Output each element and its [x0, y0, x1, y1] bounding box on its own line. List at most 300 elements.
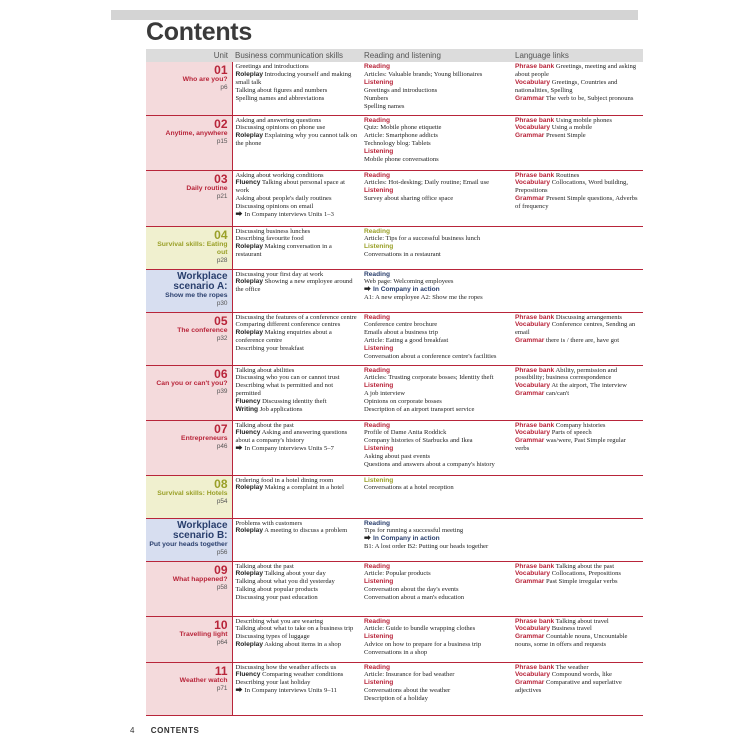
- cell-text: Greetings, meeting and asking about people: [515, 63, 637, 78]
- cell-line: [515, 382, 640, 390]
- cell-line: [236, 586, 359, 594]
- cell-text: Describing what is permitted and not permitted: [235, 382, 334, 398]
- cell-line: [364, 671, 509, 679]
- cell-line: [236, 570, 359, 578]
- cell-text: Business travel: [550, 625, 592, 633]
- cell-line: [364, 484, 509, 492]
- cell-text: Web page: Welcoming employees: [364, 278, 454, 286]
- cell-line: [236, 374, 359, 382]
- cell-text: Using mobile phones: [554, 116, 612, 124]
- cell-line: [364, 520, 509, 528]
- cell-line: [364, 148, 509, 156]
- cell-line: [364, 187, 509, 195]
- play-arrow-icon: ⮕: [364, 534, 371, 543]
- cell-line: [364, 664, 509, 672]
- business-skills-cell: [232, 561, 361, 616]
- cell-text: Parts of speech: [550, 429, 592, 437]
- cell-line: [364, 543, 509, 551]
- language-links-cell: [512, 475, 643, 518]
- cell-line: [364, 172, 509, 180]
- cell-text: Ordering food in a hotel dining room: [235, 476, 334, 484]
- cell-text: Conference centres, Sending an email: [515, 321, 636, 337]
- reading-listening-cell: [361, 170, 512, 226]
- cell-line: [364, 445, 509, 453]
- keyword: Listening: [364, 243, 394, 251]
- language-links-cell: [512, 616, 643, 662]
- cell-line: [364, 367, 509, 375]
- cell-line: [364, 329, 509, 337]
- cell-text: Using a mobile: [550, 124, 593, 132]
- keyword: Grammar: [515, 132, 545, 140]
- cell-line: [515, 124, 640, 132]
- cell-line: [515, 633, 640, 649]
- cell-text: Comparing different conference centres: [235, 321, 341, 329]
- cell-text: Questions and answers about a company's history: [364, 461, 495, 469]
- cell-text: Compound words, like: [550, 671, 612, 679]
- cell-line: [236, 484, 359, 492]
- cell-line: [515, 578, 640, 586]
- unit-number: 07: [214, 421, 228, 436]
- cell-line: [515, 321, 640, 337]
- cell-text: Talking about travel: [554, 617, 609, 625]
- cell-text: Discussing opinions on email: [235, 203, 314, 211]
- keyword: Listening: [364, 476, 394, 484]
- cell-text: Discussing the features of a conference centre: [235, 313, 357, 321]
- cell-text: Asking about past events: [364, 453, 431, 461]
- business-skills-cell: [232, 616, 361, 662]
- cell-line: [364, 117, 509, 125]
- unit-number: 01: [214, 63, 228, 77]
- cell-line: [236, 179, 359, 195]
- unit-row: [146, 365, 643, 420]
- keyword: Reading: [364, 116, 391, 124]
- cell-text: Collocations, Prepositions: [550, 570, 621, 578]
- keyword: Reading: [364, 171, 391, 179]
- cell-text: Company histories of Starbucks and Ikea: [364, 437, 473, 445]
- cell-line: [364, 345, 509, 353]
- keyword: Reading: [364, 617, 391, 625]
- cell-text: Conversation about the day's events: [364, 586, 459, 594]
- cell-line: [515, 95, 640, 103]
- cell-line: [515, 422, 640, 430]
- unit-cell: [146, 312, 232, 365]
- unit-number: 10: [214, 617, 228, 632]
- cell-line: [364, 321, 509, 329]
- cell-text: Discussing how the weather affects us: [235, 663, 337, 671]
- cell-line: [364, 594, 509, 602]
- cell-line: [364, 195, 509, 203]
- cell-text: A job interview: [364, 390, 406, 398]
- keyword: Roleplay: [235, 278, 263, 286]
- cell-text: Ability, permission and possibility; business correspondence: [515, 366, 618, 382]
- unit-cell: [146, 365, 232, 420]
- keyword: Writing: [235, 406, 259, 414]
- cell-text: Collocations, Word building, Prepositions: [515, 179, 628, 195]
- cell-line: [236, 578, 359, 586]
- cell-text: Conversation about a man's education: [364, 594, 465, 602]
- keyword: Reading: [364, 366, 391, 374]
- cell-line: [364, 228, 509, 236]
- cell-text: Numbers: [364, 94, 389, 102]
- cell-text: Making enquiries about a conference centre: [235, 329, 332, 345]
- cell-line: [236, 195, 359, 203]
- cell-text: Emails about a business trip: [364, 329, 438, 337]
- unit-number: 03: [214, 171, 228, 186]
- cell-line: [364, 87, 509, 95]
- unit-page: p56: [216, 548, 228, 556]
- contents-table: [146, 49, 643, 716]
- unit-page: p6: [220, 84, 228, 91]
- keyword: Reading: [364, 663, 391, 671]
- cell-line: [364, 132, 509, 140]
- cell-line: [236, 243, 359, 259]
- keyword: Reading: [364, 270, 391, 278]
- cell-line: [515, 625, 640, 633]
- keyword: Vocabulary: [515, 321, 551, 329]
- cell-line: [515, 563, 640, 571]
- cell-line: [364, 271, 509, 279]
- language-links-cell: [512, 170, 643, 226]
- cell-line: [364, 251, 509, 259]
- business-skills-cell: [232, 662, 361, 715]
- cell-line: [364, 63, 509, 71]
- cell-line: [236, 641, 359, 649]
- cell-text: Greetings, Countries and nationalities, Spelling: [515, 78, 618, 94]
- keyword: Vocabulary: [515, 570, 551, 578]
- cell-line: [364, 374, 509, 382]
- unit-page: p58: [216, 583, 228, 591]
- cell-line: [515, 172, 640, 180]
- cell-line: [236, 367, 359, 375]
- language-links-cell: [512, 62, 643, 115]
- cell-text: Greetings and introductions: [364, 86, 438, 94]
- cell-line: [515, 337, 640, 345]
- cell-line: [236, 445, 359, 453]
- cell-text: Tips for running a successful meeting: [364, 527, 464, 535]
- cell-line: [515, 664, 640, 672]
- unit-number: 05: [214, 313, 228, 328]
- cell-line: [236, 520, 359, 528]
- language-links-cell: [512, 518, 643, 561]
- cell-line: [515, 429, 640, 437]
- cell-line: [236, 664, 359, 672]
- cell-text: Spelling names: [364, 102, 405, 110]
- keyword: Phrase bank: [515, 313, 555, 321]
- business-skills-cell: [232, 62, 361, 115]
- unit-name: Survival skills: Eating out: [157, 240, 228, 256]
- cell-line: [236, 633, 359, 641]
- cell-text: Asking about people's daily routines: [235, 195, 332, 203]
- cell-line: [364, 156, 509, 164]
- language-links-cell: [512, 365, 643, 420]
- cell-text: Mobile phone conversations: [364, 156, 439, 164]
- keyword: Reading: [364, 519, 391, 527]
- keyword: Fluency: [235, 429, 261, 437]
- cell-text: Talking about abilities: [235, 366, 295, 374]
- unit-row: [146, 62, 643, 115]
- cell-text: Article: Popular products: [364, 570, 431, 578]
- cell-line: [364, 124, 509, 132]
- cell-line: [236, 71, 359, 87]
- cell-line: [364, 398, 509, 406]
- keyword: Fluency: [235, 398, 261, 406]
- business-skills-cell: [232, 269, 361, 312]
- keyword: Reading: [364, 313, 391, 321]
- cell-line: [236, 382, 359, 398]
- cell-line: [364, 570, 509, 578]
- cell-line: [515, 679, 640, 695]
- cell-line: [236, 314, 359, 322]
- cell-line: [364, 578, 509, 586]
- cell-line: [364, 695, 509, 703]
- cell-line: [236, 124, 359, 132]
- cell-line: [364, 633, 509, 641]
- cell-text: Articles: Valuable brands; Young billionaires: [364, 70, 483, 78]
- cell-line: [515, 195, 640, 211]
- cell-line: [364, 179, 509, 187]
- cell-text: In Company interviews Units 5–7: [244, 445, 334, 453]
- cell-text: Conversations at a hotel reception: [364, 484, 454, 492]
- header-unit: Unit: [146, 49, 232, 62]
- keyword: Phrase bank: [515, 116, 555, 124]
- reading-listening-cell: [361, 312, 512, 365]
- unit-cell: [146, 170, 232, 226]
- page-footer: [130, 726, 200, 735]
- reading-listening-cell: [361, 269, 512, 312]
- cell-line: [364, 625, 509, 633]
- cell-text: Asking and answering questions about a company's history: [235, 429, 348, 445]
- keyword: Phrase bank: [515, 562, 555, 570]
- business-skills-cell: [232, 115, 361, 170]
- reading-listening-cell: [361, 561, 512, 616]
- cell-line: [364, 618, 509, 626]
- cell-line: [236, 211, 359, 219]
- cell-line: [364, 679, 509, 687]
- cell-text: Talking about figures and numbers: [235, 86, 328, 94]
- cell-text: Conversations about the weather: [364, 687, 451, 695]
- cell-line: [515, 132, 640, 140]
- cell-line: [364, 382, 509, 390]
- cell-text: Article: Eating a good breakfast: [364, 337, 449, 345]
- cell-text: Talking about the past: [235, 421, 294, 429]
- unit-name: Weather watch: [179, 676, 228, 684]
- cell-line: [364, 103, 509, 111]
- unit-number: 08: [214, 476, 228, 491]
- keyword: Phrase bank: [515, 663, 555, 671]
- language-links-cell: [512, 269, 643, 312]
- play-arrow-icon: ⮕: [235, 686, 243, 695]
- unit-page: p46: [216, 442, 228, 450]
- keyword: Roleplay: [235, 132, 263, 140]
- cell-text: Asking about working conditions: [235, 171, 324, 179]
- cell-line: [364, 586, 509, 594]
- cell-line: [236, 95, 359, 103]
- cell-text: Greetings and introductions: [235, 63, 309, 70]
- language-links-cell: [512, 312, 643, 365]
- cell-text: Comparative and superlative adjectives: [515, 679, 622, 695]
- keyword: Listening: [364, 187, 394, 195]
- keyword: Vocabulary: [515, 429, 551, 437]
- keyword: Reading: [364, 421, 391, 429]
- unit-number: Workplace scenario B:: [173, 519, 228, 541]
- cell-text: Describing favourite food: [235, 235, 304, 243]
- language-links-cell: [512, 420, 643, 475]
- keyword: Vocabulary: [515, 671, 551, 679]
- keyword: Vocabulary: [515, 124, 551, 132]
- keyword: Reading: [364, 227, 391, 235]
- cell-line: [236, 329, 359, 345]
- cell-line: [236, 132, 359, 148]
- cell-line: [364, 429, 509, 437]
- unit-name: Entrepreneurs: [181, 434, 228, 442]
- cell-line: [364, 390, 509, 398]
- cell-text: Company histories: [554, 421, 606, 429]
- keyword: Fluency: [235, 671, 261, 679]
- cell-text: Describing your last holiday: [235, 679, 311, 687]
- keyword: Roleplay: [235, 527, 263, 535]
- cell-line: [364, 235, 509, 243]
- unit-row: [146, 115, 643, 170]
- reading-listening-cell: [361, 226, 512, 269]
- unit-name: What happened?: [172, 575, 228, 583]
- cell-line: [364, 353, 509, 361]
- cell-line: [364, 477, 509, 485]
- cell-text: Conversations in a shop: [364, 649, 428, 657]
- cell-line: [364, 243, 509, 251]
- cell-line: [236, 203, 359, 211]
- cell-text: Present Simple: [544, 132, 586, 140]
- unit-number: 02: [214, 116, 228, 131]
- keyword: Vocabulary: [515, 625, 551, 633]
- cell-text: Talking about personal space at work: [235, 179, 345, 195]
- keyword: Listening: [364, 445, 394, 453]
- cell-text: Survey about sharing office space: [364, 195, 454, 203]
- keyword: Grammar: [515, 437, 545, 445]
- cell-text: Article: Insurance for bad weather: [364, 671, 455, 679]
- cell-text: Talking about the past: [554, 562, 615, 570]
- unit-page: p21: [216, 192, 228, 200]
- cell-line: [236, 278, 359, 294]
- cell-line: [236, 235, 359, 243]
- unit-page: p64: [216, 638, 228, 646]
- keyword: Roleplay: [235, 70, 263, 78]
- keyword: Reading: [364, 562, 391, 570]
- cell-text: Discussing business lunches: [235, 227, 311, 235]
- cell-text: Comparing weather conditions: [260, 671, 344, 679]
- cell-text: The verb to be, Subject pronouns: [544, 94, 634, 102]
- cell-line: [515, 63, 640, 79]
- cell-line: [515, 367, 640, 383]
- business-skills-cell: [232, 365, 361, 420]
- cell-text: Talking about your day: [262, 570, 326, 578]
- keyword: Grammar: [515, 633, 545, 641]
- cell-text: A1: A new employee A2: Show me the ropes: [364, 294, 483, 302]
- cell-line: [236, 271, 359, 279]
- cell-text: there is / there are, have got: [544, 337, 620, 345]
- cell-line: [364, 71, 509, 79]
- unit-cell: [146, 475, 232, 518]
- language-links-cell: [512, 115, 643, 170]
- unit-cell: [146, 269, 232, 312]
- business-skills-cell: [232, 518, 361, 561]
- cell-line: [364, 406, 509, 414]
- cell-text: Problems with customers: [235, 519, 303, 527]
- unit-page: p28: [216, 256, 228, 264]
- cell-text: Asking and answering questions: [235, 116, 322, 124]
- cell-line: [236, 63, 359, 71]
- unit-number: 11: [214, 663, 228, 678]
- header-reading-listening: Reading and listening: [361, 49, 512, 62]
- business-skills-cell: [232, 312, 361, 365]
- cell-line: [236, 117, 359, 125]
- cell-line: [364, 535, 509, 543]
- keyword: In Company in action: [373, 535, 440, 543]
- language-links-cell: [512, 662, 643, 715]
- cell-line: [236, 406, 359, 414]
- keyword: Grammar: [515, 390, 545, 398]
- cell-text: Articles: Trusting corporate bosses; Identity theft: [364, 374, 494, 382]
- cell-line: [236, 345, 359, 353]
- reading-listening-cell: [361, 662, 512, 715]
- cell-text: Introducing yourself and making small talk: [235, 70, 352, 86]
- unit-page: p30: [216, 299, 228, 307]
- cell-text: At the airport, The interview: [550, 382, 627, 390]
- cell-text: A meeting to discuss a problem: [262, 527, 348, 535]
- unit-cell: [146, 616, 232, 662]
- unit-row: [146, 420, 643, 475]
- keyword: Phrase bank: [515, 617, 555, 625]
- cell-line: [236, 321, 359, 329]
- cell-line: [364, 649, 509, 657]
- cell-text: Routines: [554, 171, 580, 179]
- language-links-cell: [512, 226, 643, 269]
- cell-line: [236, 398, 359, 406]
- keyword: Roleplay: [235, 329, 263, 337]
- unit-cell: [146, 62, 232, 115]
- cell-text: Discussing types of luggage: [235, 633, 310, 641]
- unit-name: Survival skills: Hotels: [157, 489, 228, 497]
- unit-name: Daily routine: [186, 184, 228, 192]
- cell-line: [236, 422, 359, 430]
- cell-text: Opinions on corporate bosses: [364, 398, 442, 406]
- cell-text: Discussing who you can or cannot trust: [235, 374, 340, 382]
- keyword: Roleplay: [235, 484, 263, 492]
- keyword: Grammar: [515, 195, 545, 203]
- cell-line: [364, 422, 509, 430]
- cell-line: [236, 228, 359, 236]
- cell-text: Description of a holiday: [364, 695, 428, 703]
- keyword: Grammar: [515, 578, 545, 586]
- cell-line: [364, 95, 509, 103]
- unit-page: p54: [216, 497, 228, 505]
- cell-line: [236, 671, 359, 679]
- business-skills-cell: [232, 170, 361, 226]
- cell-text: Making conversation in a restaurant: [235, 243, 332, 259]
- footer-page-number: 4: [130, 726, 135, 735]
- cell-text: Showing a new employee around the office: [235, 278, 353, 294]
- cell-text: Discussing your past education: [235, 594, 318, 602]
- keyword: Phrase bank: [515, 421, 555, 429]
- cell-line: [236, 87, 359, 95]
- cell-text: Describing what you are wearing: [235, 617, 324, 625]
- cell-text: Conversation about a conference centre's facilities: [364, 353, 497, 361]
- play-arrow-icon: ⮕: [235, 444, 243, 453]
- cell-text: Articles: Hot-desking; Daily routine; Email use: [364, 179, 490, 187]
- unit-name: The conference: [177, 326, 228, 334]
- business-skills-cell: [232, 475, 361, 518]
- cell-text: Technology blog: Tablets: [364, 140, 431, 148]
- cell-text: Article: Tips for a successful business lunch: [364, 235, 481, 243]
